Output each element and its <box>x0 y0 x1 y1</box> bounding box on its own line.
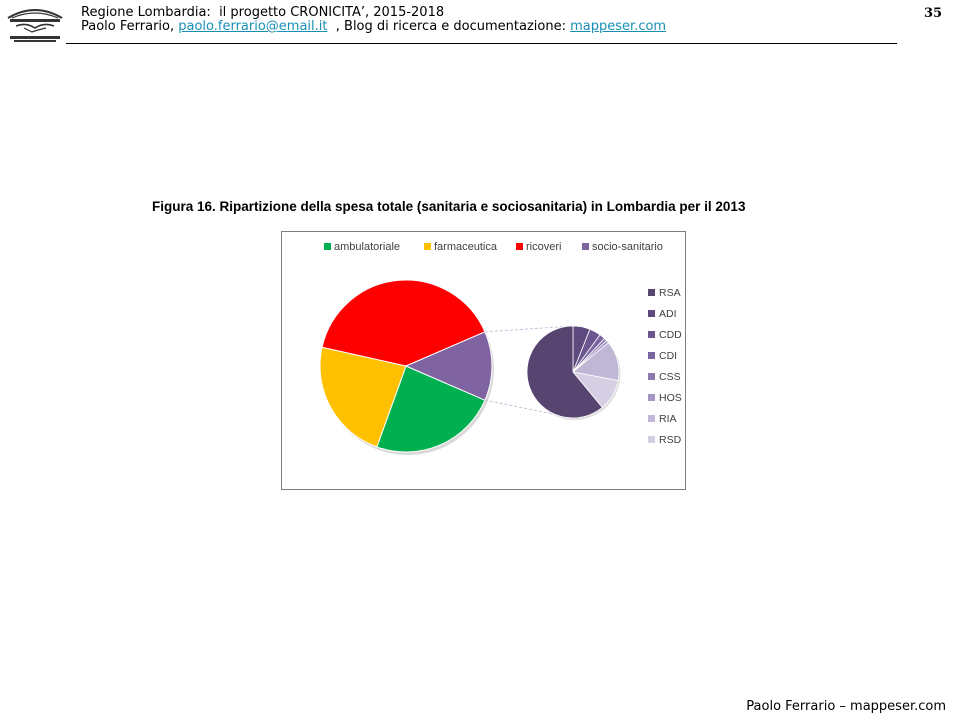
legend-swatch-cdi <box>648 352 655 359</box>
legend-swatch-rsd <box>648 436 655 443</box>
page-number: 35 <box>924 6 943 21</box>
chart-container <box>281 231 686 490</box>
legend-label-rsa: RSA <box>659 287 681 299</box>
legend-label-ambulatoriale: ambulatoriale <box>334 241 401 253</box>
pie-of-pie-chart <box>282 232 685 489</box>
legend-label-cdd: CDD <box>659 329 682 341</box>
legend-swatch-ria <box>648 415 655 422</box>
blog-label: , Blog di ricerca e documentazione: <box>327 19 571 34</box>
legend-swatch-ambulatoriale <box>324 243 331 250</box>
legend-label-farmaceutica: farmaceutica <box>434 241 497 253</box>
header-title: Regione Lombardia: il progetto CRONICITA’, 2015-2018 <box>81 5 445 20</box>
legend-label-css: CSS <box>659 371 681 383</box>
legend-swatch-adi <box>648 310 655 317</box>
legend-label-cdi: CDI <box>659 350 678 362</box>
legend-label-ria: RIA <box>659 413 677 425</box>
author-name: Paolo Ferrario, <box>81 19 179 34</box>
header-author-line <box>81 19 666 34</box>
email-link[interactable]: paolo.ferrario@email.it <box>178 19 328 34</box>
header-divider <box>66 43 897 44</box>
footer-credit: Paolo Ferrario – mappeser.com <box>746 699 946 714</box>
legend-swatch-farmaceutica <box>424 243 431 250</box>
legend-swatch-rsa <box>648 289 655 296</box>
legend-swatch-hos <box>648 394 655 401</box>
legend-label-hos: HOS <box>659 392 682 404</box>
legend-label-rsd: RSD <box>659 434 682 446</box>
legend-label-adi: ADI <box>659 308 677 320</box>
blog-link[interactable]: mappeser.com <box>570 19 667 34</box>
legend-swatch-ricoveri <box>516 243 523 250</box>
legend-swatch-css <box>648 373 655 380</box>
legend-swatch-cdd <box>648 331 655 338</box>
figure-title: Figura 16. Ripartizione della spesa totale (sanitaria e sociosanitaria) in Lombardia per il 2013 <box>152 199 746 214</box>
logo-icon <box>4 4 66 44</box>
legend-label-socio-sanitario: socio-sanitario <box>592 241 663 253</box>
legend-swatch-socio-sanitario <box>582 243 589 250</box>
legend-label-ricoveri: ricoveri <box>526 241 562 253</box>
